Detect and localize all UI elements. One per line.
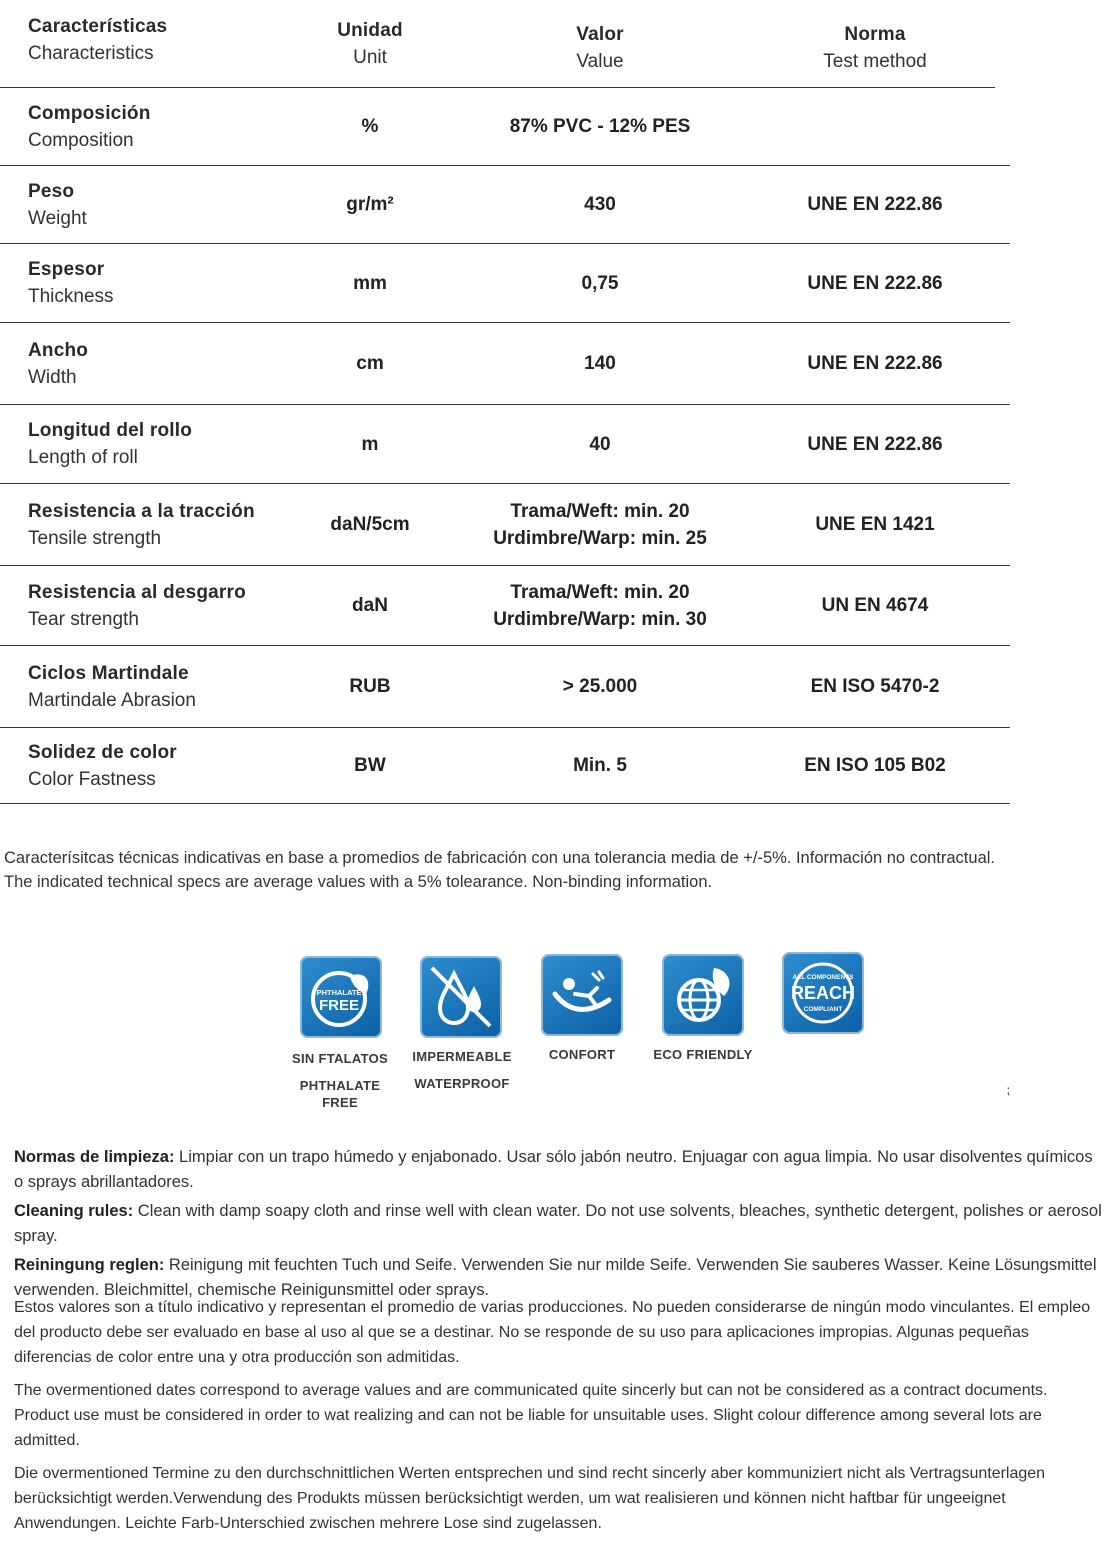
row-unit-value: daN/5cm bbox=[330, 514, 410, 535]
row-norm-value: UNE EN 222.86 bbox=[807, 272, 943, 294]
row-norm bbox=[745, 166, 1005, 243]
table-row bbox=[0, 566, 1010, 646]
row-unit-value: gr/m² bbox=[346, 194, 394, 215]
table-row bbox=[0, 405, 1010, 484]
row-unit-value: daN bbox=[352, 595, 388, 616]
row-value bbox=[470, 484, 730, 565]
cleaning-label-es: Normas de limpieza: bbox=[14, 1148, 175, 1166]
row-name-es: Longitud del rollo bbox=[28, 420, 193, 441]
reach-compliant-badge bbox=[782, 952, 864, 1034]
cleaning-text-de: Reinigung mit feuchten Tuch und Seife. Verwenden Sie nur milde Seife. Verwenden Sie sauberes Wasser. Keine Lösungsmittel verwenden. Bleichmittel, chemische Reinigunsmittel oder sprays. bbox=[14, 1256, 1097, 1299]
row-value-line1: > 25.000 bbox=[562, 676, 638, 697]
waterproof-badge bbox=[420, 956, 502, 1038]
confort-cap1: CONFORT bbox=[548, 1047, 616, 1062]
row-unit bbox=[300, 244, 440, 322]
row-unit bbox=[300, 484, 440, 565]
cleaning-label-en: Cleaning rules: bbox=[14, 1202, 134, 1220]
row-name-es: Peso bbox=[28, 180, 75, 202]
reach-line1: ALL COMPONENTS bbox=[792, 974, 854, 981]
row-norm-value: UNE EN 222.86 bbox=[807, 194, 943, 215]
row-name-es: Solidez de color bbox=[28, 741, 177, 763]
confort-badge bbox=[541, 954, 623, 1036]
table-row bbox=[0, 244, 1010, 323]
row-name-en: Composition bbox=[28, 129, 134, 151]
feature-badges bbox=[280, 950, 900, 1120]
row-name-es: Composición bbox=[28, 102, 151, 124]
row-value-line1: Trama/Weft: min. 20 bbox=[510, 581, 690, 603]
row-characteristic bbox=[28, 484, 318, 565]
row-unit-value: mm bbox=[353, 272, 387, 294]
row-name-en: Tensile strength bbox=[28, 527, 162, 549]
header-characteristics bbox=[28, 0, 318, 87]
row-norm-value: EN ISO 5470-2 bbox=[810, 676, 940, 697]
row-name-es: Ciclos Martindale bbox=[28, 662, 189, 684]
waterproof-cap2: WATERPROOF bbox=[414, 1076, 510, 1091]
reach-line3: COMPLIANT bbox=[803, 1006, 843, 1013]
row-unit bbox=[300, 323, 440, 404]
phthalate-cap1: SIN FTALATOS bbox=[291, 1051, 389, 1066]
header-norm-en: Test method bbox=[823, 51, 927, 72]
cleaning-text-en: Clean with damp soapy cloth and rinse well with clean water. Do not use solvents, bleaches, synthetic detergent, polishes or aerosol spray. bbox=[14, 1202, 1102, 1245]
row-norm bbox=[745, 323, 1005, 404]
row-value bbox=[470, 244, 730, 322]
row-value bbox=[470, 323, 730, 404]
row-name-en: Tear strength bbox=[28, 608, 139, 630]
cleaning-text-es: Limpiar con un trapo húmedo y enjabonado. Usar sólo jabón neutro. Enjuagar con agua limpia. No usar disolventes químicos o sprays abrillantadores. bbox=[14, 1148, 1093, 1191]
technical-note-en: The indicated technical specs are average values with a 5% tolearance. Non-binding information. bbox=[4, 873, 713, 891]
row-norm-value: UNE EN 222.86 bbox=[807, 353, 943, 374]
row-norm bbox=[745, 484, 1005, 565]
cleaning-rule-en bbox=[14, 1199, 1102, 1249]
eco-cap1: ECO FRIENDLY bbox=[653, 1047, 753, 1062]
row-value bbox=[470, 88, 730, 165]
phthalate-cap3: FREE bbox=[322, 1095, 358, 1110]
row-norm-value: UNE EN 222.86 bbox=[807, 433, 943, 455]
row-unit bbox=[300, 88, 440, 165]
row-value bbox=[470, 405, 730, 483]
row-value bbox=[470, 646, 730, 727]
waterproof-caption bbox=[402, 1048, 522, 1092]
row-characteristic bbox=[28, 323, 318, 404]
leaf-icon bbox=[306, 962, 376, 1032]
row-value-line1: 430 bbox=[584, 194, 616, 215]
row-characteristic bbox=[28, 728, 318, 803]
table-row bbox=[0, 646, 1010, 728]
disclaimers bbox=[14, 1295, 1102, 1544]
row-norm-value: UN EN 4674 bbox=[821, 595, 929, 616]
row-norm bbox=[745, 88, 1005, 165]
phthalate-cap2: PHTHALATE bbox=[299, 1078, 381, 1093]
row-value-line2: Urdimbre/Warp: min. 25 bbox=[493, 527, 707, 549]
row-value-line1: 0,75 bbox=[581, 272, 619, 294]
header-char-en: Characteristics bbox=[28, 43, 154, 64]
cleaning-label-de: Reiningung reglen: bbox=[14, 1256, 165, 1274]
row-characteristic bbox=[28, 166, 318, 243]
row-value bbox=[470, 566, 730, 645]
table-row bbox=[0, 88, 1010, 166]
table-row bbox=[0, 166, 1010, 244]
row-unit bbox=[300, 405, 440, 483]
row-norm-value: EN ISO 105 B02 bbox=[804, 755, 946, 776]
technical-note bbox=[4, 846, 1004, 894]
table-header bbox=[0, 0, 995, 88]
row-name-en: Length of roll bbox=[28, 447, 138, 468]
technical-note-es: Caracterísitcas técnicas indicativas en base a promedios de fabricación con una tolerancia media de +/-5%. Información no contractual. bbox=[4, 849, 995, 867]
disclaimer-en: The overmentioned dates correspond to average values and are communicated quite sincerly but can not be considered as a contract documents. Product use must be considered in order to wat realizing and can not be liable for unsuitable uses. Slight colour difference among several lots are admitted. bbox=[14, 1382, 1048, 1449]
row-value bbox=[470, 728, 730, 803]
row-name-es: Ancho bbox=[28, 339, 89, 361]
phthalate-free-badge bbox=[300, 956, 382, 1038]
row-unit-value: BW bbox=[354, 755, 386, 776]
header-unit-es: Unidad bbox=[337, 20, 403, 41]
confort-caption bbox=[522, 1046, 642, 1063]
row-name-en: Weight bbox=[28, 207, 87, 229]
row-unit bbox=[300, 166, 440, 243]
row-unit-value: m bbox=[361, 433, 379, 455]
header-norm bbox=[745, 0, 1005, 87]
table-row bbox=[0, 323, 1010, 405]
row-value-line1: 40 bbox=[589, 433, 611, 455]
header-char-es: Características bbox=[28, 16, 168, 37]
row-name-en: Martindale Abrasion bbox=[28, 689, 196, 711]
row-characteristic bbox=[28, 566, 318, 645]
row-characteristic bbox=[28, 88, 318, 165]
water-drop-crossed-icon bbox=[426, 962, 496, 1032]
row-value-line1: 87% PVC - 12% PES bbox=[509, 116, 691, 137]
row-name-es: Resistencia a la tracción bbox=[28, 500, 255, 522]
row-name-en: Color Fastness bbox=[28, 768, 156, 790]
row-name-es: Resistencia al desgarro bbox=[28, 581, 246, 603]
header-unit-en: Unit bbox=[353, 47, 387, 68]
row-value bbox=[470, 166, 730, 243]
row-unit-value: % bbox=[361, 116, 379, 137]
header-value-es: Valor bbox=[576, 24, 624, 45]
row-name-es: Espesor bbox=[28, 259, 105, 280]
phthalate-caption bbox=[280, 1050, 400, 1111]
row-norm bbox=[745, 728, 1005, 803]
row-value-line1: 140 bbox=[584, 353, 616, 374]
row-name-en: Thickness bbox=[28, 286, 114, 307]
disclaimer-de: Die overmentioned Termine zu den durchschnittlichen Werten entsprechen und sind recht sincerly aber kommuniziert nicht als Vertragsunterlagen berücksichtigt werden.Verwendung des Produkts müssen berücksichtigt werden, um wat realisieren und können nicht haftbar für ungeeignet Anwendungen. Leichte Farb-Unterschied zwischen mehrere Lose sind zugelassen. bbox=[14, 1465, 1046, 1532]
row-characteristic bbox=[28, 405, 318, 483]
phthalate-line2: FREE bbox=[318, 997, 360, 1014]
stray-mark: ⁏ bbox=[1006, 1083, 1011, 1097]
globe-icon bbox=[668, 960, 738, 1030]
row-norm bbox=[745, 646, 1005, 727]
eco-friendly-caption bbox=[642, 1046, 764, 1063]
row-norm-value: UNE EN 1421 bbox=[815, 514, 935, 535]
header-value bbox=[470, 0, 730, 87]
row-norm bbox=[745, 566, 1005, 645]
cleaning-rules bbox=[14, 1145, 1102, 1307]
table-row bbox=[0, 728, 1010, 804]
row-unit bbox=[300, 728, 440, 803]
row-value-line1: Trama/Weft: min. 20 bbox=[510, 500, 690, 522]
header-norm-es: Norma bbox=[844, 24, 906, 45]
header-unit bbox=[300, 0, 440, 87]
reclining-person-icon bbox=[547, 960, 617, 1030]
row-unit bbox=[300, 566, 440, 645]
row-norm bbox=[745, 405, 1005, 483]
reach-line2: REACH bbox=[790, 983, 856, 1003]
row-norm bbox=[745, 244, 1005, 322]
row-unit-value: cm bbox=[356, 353, 384, 374]
header-value-en: Value bbox=[576, 51, 624, 72]
waterproof-cap1: IMPERMEABLE bbox=[412, 1049, 512, 1064]
phthalate-line1: PHTHALATE bbox=[316, 988, 362, 997]
row-name-en: Width bbox=[28, 366, 77, 388]
row-unit-value: RUB bbox=[349, 676, 391, 697]
reach-badge-icon bbox=[787, 957, 859, 1029]
row-value-line2: Urdimbre/Warp: min. 30 bbox=[493, 608, 707, 630]
row-unit bbox=[300, 646, 440, 727]
eco-friendly-badge bbox=[662, 954, 744, 1036]
row-characteristic bbox=[28, 244, 318, 322]
row-value-line1: Min. 5 bbox=[573, 755, 627, 776]
disclaimer-es: Estos valores son a título indicativo y representan el promedio de varias producciones. No pueden considerarse de ningún modo vinculantes. El empleo del producto debe ser evaluado en base al uso al que se a destinar. No se responde de su uso para aplicaciones impropias. Algunas pequeñas diferencias de color entre una y otra producción son admitidas. bbox=[14, 1299, 1091, 1366]
table-row bbox=[0, 484, 1010, 566]
cleaning-rule-es bbox=[14, 1145, 1102, 1195]
row-characteristic bbox=[28, 646, 318, 727]
